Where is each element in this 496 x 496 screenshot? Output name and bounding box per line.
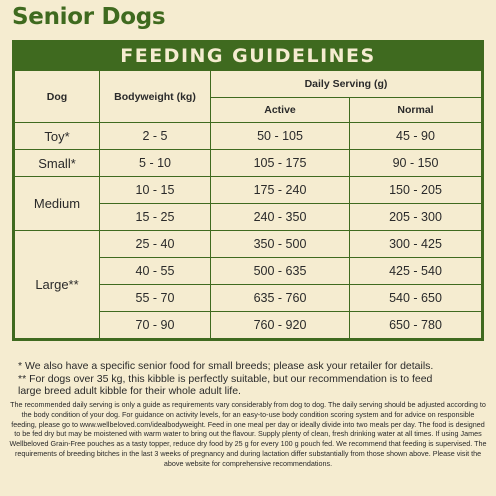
active-serving-cell: 500 - 635 — [211, 258, 350, 285]
normal-serving-cell: 45 - 90 — [350, 123, 482, 150]
bodyweight-cell: 10 - 15 — [100, 177, 211, 204]
table-row — [15, 177, 482, 204]
bodyweight-cell: 55 - 70 — [100, 285, 211, 312]
bodyweight-cell: 15 - 25 — [100, 204, 211, 231]
header-normal: Normal — [350, 98, 482, 123]
feeding-guidelines-panel — [12, 40, 484, 341]
feeding-guidelines-banner: FEEDING GUIDELINES — [14, 42, 482, 70]
active-serving-cell: 240 - 350 — [211, 204, 350, 231]
active-serving-cell: 350 - 500 — [211, 231, 350, 258]
bodyweight-cell: 2 - 5 — [100, 123, 211, 150]
active-serving-cell: 760 - 920 — [211, 312, 350, 339]
table-row — [15, 150, 482, 177]
dog-size: Small* — [15, 150, 100, 177]
active-serving-cell: 175 - 240 — [211, 177, 350, 204]
normal-serving-cell: 150 - 205 — [350, 177, 482, 204]
page-title: Senior Dogs — [12, 4, 166, 30]
fine-print: The recommended daily serving is only a guide as requirements vary considerably from dog to dog. The daily serving should be adjusted according to the body condition of your dog. For guidance on activity levels, for an easy-to-use body condition scoring system and for advice on responsible feeding, please go to www.wellbeloved.com/idealbodyweight. Feed in one meal per day or ideally divide into two meals per day. The food is designed to be fed dry but may be moistened with warm water to bring out the flavour. Supply plenty of clean, fresh drinking water at all times. If using James Wellbeloved Grain-Free pouches as a tasty topper, reduce dry food by 25 g for every 100 g pouch fed. We recommend that feeding is supervised. The requirements of breeding bitches in the last 3 weeks of pregnancy and during lactation differ substantially from those shown above. Please visit the above website for comprehensive recommendations. — [9, 400, 487, 468]
header-active: Active — [211, 98, 350, 123]
dog-size: Medium — [15, 177, 100, 231]
bodyweight-cell: 70 - 90 — [100, 312, 211, 339]
normal-serving-cell: 650 - 780 — [350, 312, 482, 339]
normal-serving-cell: 300 - 425 — [350, 231, 482, 258]
normal-serving-cell: 540 - 650 — [350, 285, 482, 312]
footnotes — [18, 360, 484, 398]
active-serving-cell: 50 - 105 — [211, 123, 350, 150]
table-row — [15, 123, 482, 150]
normal-serving-cell: 205 - 300 — [350, 204, 482, 231]
header-daily-serving: Daily Serving (g) — [211, 71, 482, 98]
bodyweight-cell: 25 - 40 — [100, 231, 211, 258]
header-dog: Dog — [15, 71, 100, 123]
active-serving-cell: 635 - 760 — [211, 285, 350, 312]
normal-serving-cell: 425 - 540 — [350, 258, 482, 285]
dog-size: Toy* — [15, 123, 100, 150]
dog-size: Large** — [15, 231, 100, 339]
feeding-table — [14, 70, 482, 339]
footnote-large-breeds-line1: ** For dogs over 35 kg, this kibble is perfectly suitable, but our recommendation is to feed — [18, 372, 433, 385]
bodyweight-cell: 40 - 55 — [100, 258, 211, 285]
footnote-small-breeds: * We also have a specific senior food for small breeds; please ask your retailer for details. — [18, 360, 434, 372]
header-bodyweight: Bodyweight (kg) — [100, 71, 211, 123]
table-row — [15, 231, 482, 258]
normal-serving-cell: 90 - 150 — [350, 150, 482, 177]
footnote-large-breeds-line2: large breed adult kibble for their whole adult life. — [18, 385, 241, 397]
bodyweight-cell: 5 - 10 — [100, 150, 211, 177]
active-serving-cell: 105 - 175 — [211, 150, 350, 177]
